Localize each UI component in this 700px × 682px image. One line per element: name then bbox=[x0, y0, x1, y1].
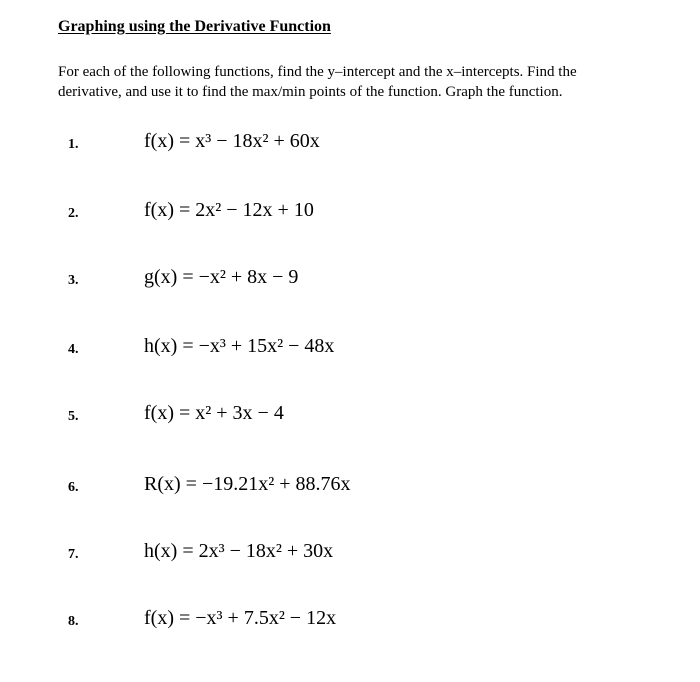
instructions-line-1: For each of the following functions, find the y–intercept and the x–intercepts. Find the bbox=[58, 64, 577, 80]
problem-number: 8. bbox=[68, 614, 79, 629]
problem-number: 6. bbox=[68, 480, 79, 495]
problem-number: 2. bbox=[68, 206, 79, 221]
problem-equation: f(x) = x³ − 18x² + 60x bbox=[144, 130, 320, 152]
problem-number: 7. bbox=[68, 547, 79, 562]
page-title: Graphing using the Derivative Function bbox=[58, 18, 331, 35]
problem-7 bbox=[0, 540, 700, 570]
problem-equation: h(x) = 2x³ − 18x² + 30x bbox=[144, 540, 334, 562]
instructions bbox=[58, 62, 678, 102]
problem-number: 3. bbox=[68, 273, 79, 288]
problem-equation: f(x) = −x³ + 7.5x² − 12x bbox=[144, 607, 337, 629]
problem-number: 4. bbox=[68, 342, 79, 357]
instructions-line-2: derivative, and use it to find the max/min points of the function. Graph the function. bbox=[58, 84, 563, 100]
problem-equation: g(x) = −x² + 8x − 9 bbox=[144, 266, 299, 288]
problem-3 bbox=[0, 266, 700, 296]
problem-2 bbox=[0, 199, 700, 229]
problem-4 bbox=[0, 335, 700, 365]
problem-6 bbox=[0, 473, 700, 503]
problem-equation: f(x) = x² + 3x − 4 bbox=[144, 402, 284, 424]
problem-number: 5. bbox=[68, 409, 79, 424]
problem-equation: R(x) = −19.21x² + 88.76x bbox=[144, 473, 351, 495]
problem-number: 1. bbox=[68, 137, 79, 152]
problem-equation: h(x) = −x³ + 15x² − 48x bbox=[144, 335, 335, 357]
problem-5 bbox=[0, 402, 700, 432]
problem-1 bbox=[0, 130, 700, 160]
problem-equation: f(x) = 2x² − 12x + 10 bbox=[144, 199, 314, 221]
problem-8 bbox=[0, 607, 700, 637]
